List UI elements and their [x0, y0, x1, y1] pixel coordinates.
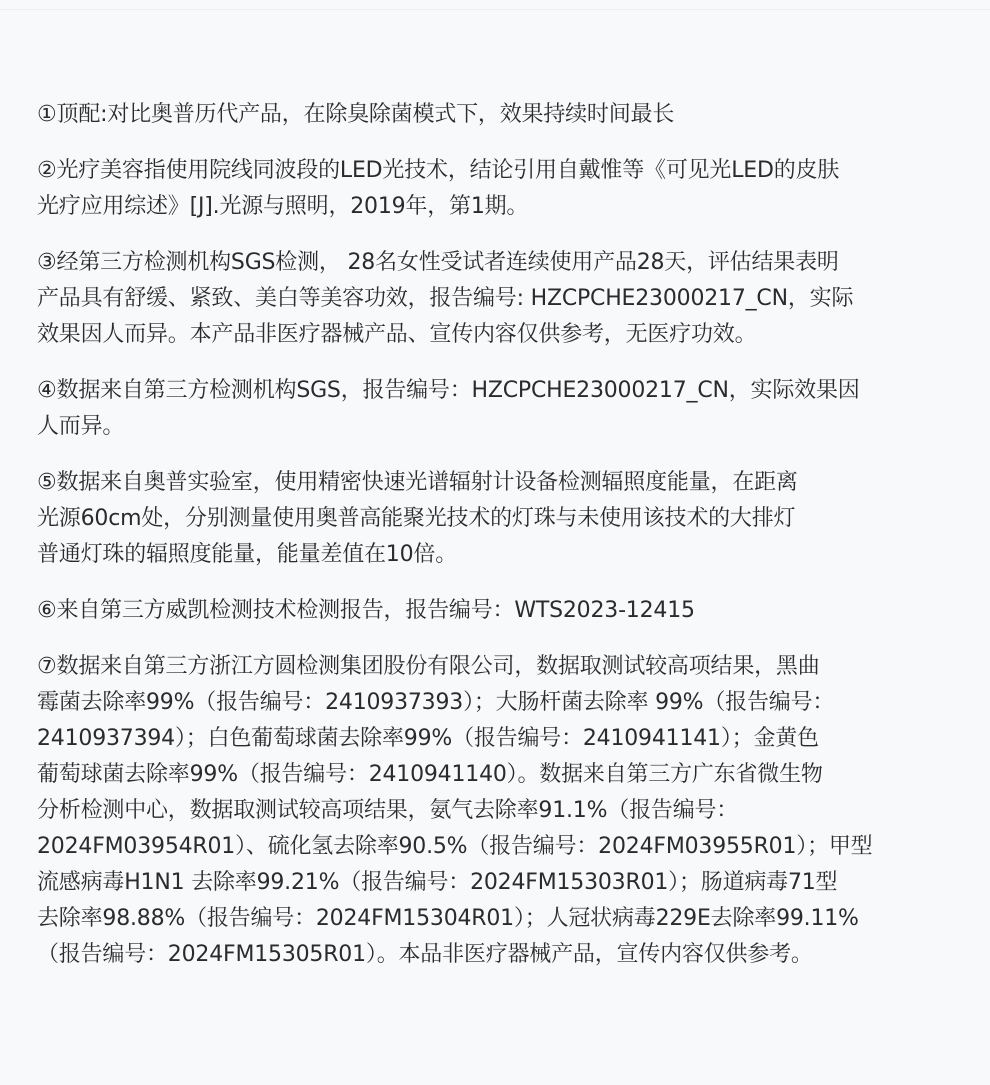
footnote-3 [37, 245, 972, 353]
footnote-line: 效果因人而异。本产品非医疗器械产品、宣传内容仅供参考，无医疗功效。 [37, 322, 757, 347]
footnotes [37, 97, 972, 993]
footnote-1 [37, 97, 972, 133]
footnote-line: ③经第三方检测机构SGS检测， 28名女性受试者连续使用产品28天，评估结果表明 [37, 250, 839, 275]
footnote-line: 去除率98.88%（报告编号：2024FM15304R01）；人冠状病毒229E去除率99.11% [37, 906, 859, 931]
footnote-5 [37, 465, 972, 573]
footnote-line: ①顶配:对比奥普历代产品，在除臭除菌模式下，效果持续时间最长 [37, 102, 675, 127]
footnote-line: （报告编号：2024FM15305R01）。本品非医疗器械产品，宣传内容仅供参考。 [37, 942, 813, 967]
footnote-line: 2410937394）；白色葡萄球菌去除率99%（报告编号：2410941141）；金黄色 [37, 726, 819, 751]
footnote-line: ④数据来自第三方检测机构SGS，报告编号：HZCPCHE23000217_CN，实际效果因 [37, 378, 860, 403]
footnote-7 [37, 649, 972, 973]
footnote-line: ⑤数据来自奥普实验室，使用精密快速光谱辐射计设备检测辐照度能量，在距离 [37, 470, 798, 495]
footnote-line: 流感病毒H1N1 去除率99.21%（报告编号：2024FM15303R01）；肠道病毒71型 [37, 870, 838, 895]
footnote-line: 霉菌去除率99%（报告编号：2410937393）；大肠杆菌去除率 99%（报告编号： [37, 690, 835, 715]
footnote-line: 人而异。 [37, 414, 125, 439]
footnote-line: ⑥来自第三方威凯检测技术检测报告，报告编号：WTS2023-12415 [37, 598, 695, 623]
footnote-4 [37, 373, 972, 445]
footnote-line: 光源60cm处，分别测量使用奥普高能聚光技术的灯珠与未使用该技术的大排灯 [37, 506, 796, 531]
footnote-line: 分析检测中心，数据取测试较高项结果，氨气去除率91.1%（报告编号： [37, 798, 739, 823]
footnote-line: 普通灯珠的辐照度能量，能量差值在10倍。 [37, 542, 457, 567]
top-divider [0, 9, 990, 10]
footnote-line: 光疗应用综述》[J].光源与照明，2019年，第1期。 [37, 194, 529, 219]
footnote-line: 葡萄球菌去除率99%（报告编号：2410941140）。数据来自第三方广东省微生物 [37, 762, 823, 787]
footnote-line: 产品具有舒缓、紧致、美白等美容功效，报告编号: HZCPCHE23000217_CN，实际 [37, 286, 854, 311]
footnote-line: 2024FM03954R01）、硫化氢去除率90.5%（报告编号：2024FM03955R01）；甲型 [37, 834, 873, 859]
footnote-line: ⑦数据来自第三方浙江方圆检测集团股份有限公司，数据取测试较高项结果，黑曲 [37, 654, 820, 679]
footnote-2 [37, 153, 972, 225]
footnote-6 [37, 593, 972, 629]
footnote-line: ②光疗美容指使用院线同波段的LED光技术，结论引用自戴惟等《可见光LED的皮肤 [37, 158, 840, 183]
